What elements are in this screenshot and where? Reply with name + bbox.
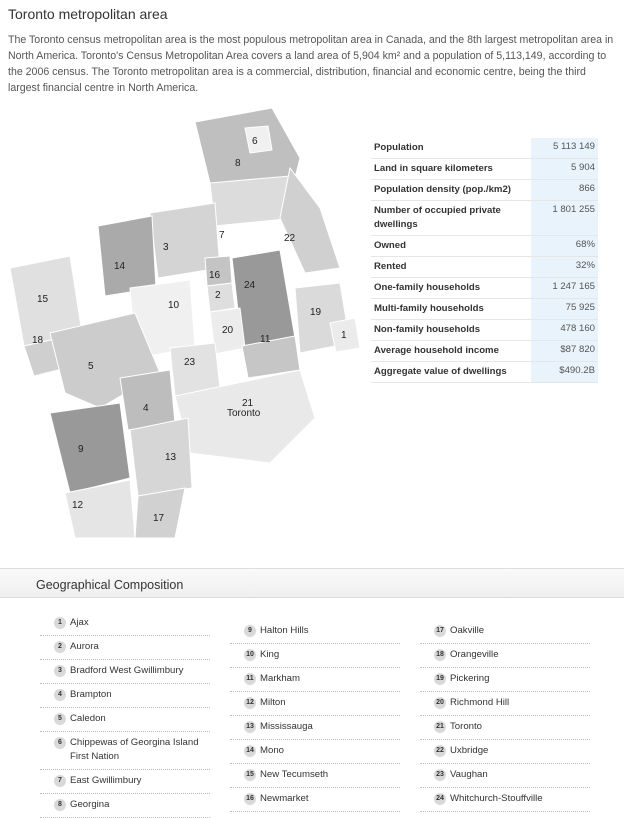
map-city-label-toronto: Toronto (227, 408, 261, 419)
geo-list-item[interactable] (40, 636, 210, 660)
geo-number-badge: 15 (244, 769, 256, 781)
geo-item-name: Richmond Hill (450, 697, 510, 708)
geo-list-item[interactable] (40, 732, 210, 770)
geo-item-name: Uxbridge (450, 745, 489, 756)
geo-item-name: Halton Hills (260, 625, 309, 636)
stats-value: 1 247 165 (531, 278, 598, 299)
stats-row (371, 236, 598, 257)
geo-list-item[interactable] (230, 764, 400, 788)
geo-number-badge: 8 (54, 799, 66, 811)
stats-value: 478 160 (531, 320, 598, 341)
geo-section-title: Geographical Composition (36, 578, 184, 592)
geo-number-badge: 2 (54, 641, 66, 653)
geo-number-badge: 4 (54, 689, 66, 701)
geo-list-item[interactable] (40, 770, 210, 794)
metro-map-svg (10, 108, 364, 538)
geo-list-item[interactable] (420, 740, 590, 764)
geo-list-item[interactable] (230, 668, 400, 692)
map-label-2: 2 (215, 290, 221, 301)
geo-number-badge: 11 (244, 673, 256, 685)
geo-number-badge: 3 (54, 665, 66, 677)
geo-number-badge: 12 (244, 697, 256, 709)
map-label-12: 12 (72, 500, 84, 511)
region-uxbridge[interactable] (280, 168, 340, 273)
geo-number-badge: 22 (434, 745, 446, 757)
geo-number-badge: 5 (54, 713, 66, 725)
geo-section-header (0, 568, 624, 598)
stats-label: One-family households (371, 278, 531, 299)
map-label-14: 14 (114, 261, 126, 272)
geo-item-name: Mono (260, 745, 284, 756)
geo-list-item[interactable] (230, 788, 400, 812)
stats-label: Aggregate value of dwellings (371, 362, 531, 383)
geo-list-item[interactable] (420, 644, 590, 668)
geo-item-name: Whitchurch-Stouffville (450, 793, 543, 804)
geo-list-item[interactable] (230, 692, 400, 716)
stats-table (371, 138, 598, 383)
geo-number-badge: 14 (244, 745, 256, 757)
map-label-19: 19 (310, 307, 322, 318)
geo-number-badge: 1 (54, 617, 66, 629)
geo-number-badge: 17 (434, 625, 446, 637)
stats-label: Multi-family households (371, 299, 531, 320)
geo-list-item[interactable] (420, 788, 590, 812)
region-brampton[interactable] (120, 370, 175, 430)
geo-list-item[interactable] (420, 620, 590, 644)
stats-label: Owned (371, 236, 531, 257)
stats-row (371, 201, 598, 236)
stats-label: Population density (pop./km2) (371, 180, 531, 201)
map-label-15: 15 (37, 294, 49, 305)
geo-item-name: Markham (260, 673, 300, 684)
map-label-24: 24 (244, 280, 256, 291)
map-label-8: 8 (235, 158, 241, 169)
geo-item-name: Milton (260, 697, 286, 708)
map-label-13: 13 (165, 452, 177, 463)
region-chippewas[interactable] (245, 126, 272, 153)
geo-item-name: King (260, 649, 280, 660)
geo-item-name: Oakville (450, 625, 485, 636)
map-label-10: 10 (168, 300, 180, 311)
stats-row (371, 138, 598, 159)
map-label-11: 11 (260, 334, 271, 345)
stats-label: Population (371, 138, 531, 159)
stats-value: 68% (531, 236, 598, 257)
geo-item-name: Pickering (450, 673, 490, 684)
geo-list-item[interactable] (40, 708, 210, 732)
region-halton-hills[interactable] (50, 403, 130, 493)
stats-row (371, 278, 598, 299)
geo-item-name: Chippewas of Georgina Island First Nation (70, 737, 199, 762)
stats-row (371, 341, 598, 362)
stats-value: 5 904 (531, 159, 598, 180)
stats-label: Rented (371, 257, 531, 278)
geo-item-name: Caledon (70, 713, 106, 724)
geo-list-column-1 (40, 612, 210, 818)
geo-list-item[interactable] (40, 612, 210, 636)
map-label-5: 5 (88, 361, 94, 372)
stats-value: 866 (531, 180, 598, 201)
geo-list-item[interactable] (420, 764, 590, 788)
map-label-17: 17 (153, 513, 165, 524)
geo-list-item[interactable] (230, 716, 400, 740)
geo-item-name: Orangeville (450, 649, 499, 660)
geo-number-badge: 16 (244, 793, 256, 805)
geo-number-badge: 6 (54, 737, 66, 749)
stats-label: Average household income (371, 341, 531, 362)
stats-value: 75 925 (531, 299, 598, 320)
geo-item-name: Bradford West Gwillimbury (70, 665, 184, 676)
page-title: Toronto metropolitan area (8, 6, 168, 22)
stats-value: $87 820 (531, 341, 598, 362)
geo-item-name: Toronto (450, 721, 482, 732)
stats-row (371, 320, 598, 341)
geo-number-badge: 7 (54, 775, 66, 787)
geo-list-item[interactable] (40, 684, 210, 708)
geo-list-item[interactable] (230, 740, 400, 764)
stats-label: Land in square kilometers (371, 159, 531, 180)
geo-list-item[interactable] (420, 668, 590, 692)
stats-value: $490.2B (531, 362, 598, 383)
geo-item-name: Aurora (70, 641, 99, 652)
geo-list-item[interactable] (40, 660, 210, 684)
stats-value: 5 113 149 (531, 138, 598, 159)
geo-number-badge: 20 (434, 697, 446, 709)
geo-list-item[interactable] (40, 794, 210, 818)
geo-number-badge: 19 (434, 673, 446, 685)
geo-item-name: Newmarket (260, 793, 309, 804)
stats-row (371, 362, 598, 383)
map-label-7: 7 (219, 230, 225, 241)
geo-number-badge: 24 (434, 793, 446, 805)
map-label-20: 20 (222, 325, 234, 336)
map-label-22: 22 (284, 233, 296, 244)
map-label-4: 4 (143, 403, 149, 414)
geo-item-name: Ajax (70, 617, 89, 628)
stats-row (371, 180, 598, 201)
geo-list-item[interactable] (230, 644, 400, 668)
map-label-1: 1 (341, 330, 347, 341)
map-label-23: 23 (184, 357, 196, 368)
stats-row (371, 159, 598, 180)
geo-list-column-2 (230, 620, 400, 812)
geo-list-item[interactable] (420, 716, 590, 740)
stats-label: Non-family households (371, 320, 531, 341)
map-label-3: 3 (163, 242, 169, 253)
stats-label: Number of occupied private dwellings (371, 201, 531, 236)
geo-number-badge: 21 (434, 721, 446, 733)
geo-item-name: Vaughan (450, 769, 488, 780)
geo-item-name: Georgina (70, 799, 110, 810)
stats-value: 32% (531, 257, 598, 278)
geo-number-badge: 13 (244, 721, 256, 733)
metro-map (10, 108, 364, 538)
map-label-9: 9 (78, 444, 84, 455)
geo-item-name: New Tecumseth (260, 769, 329, 780)
geo-number-badge: 23 (434, 769, 446, 781)
geo-number-badge: 9 (244, 625, 256, 637)
geo-list-item[interactable] (420, 692, 590, 716)
geo-item-name: Mississauga (260, 721, 313, 732)
geo-item-name: Brampton (70, 689, 112, 700)
map-label-18: 18 (32, 335, 44, 346)
geo-list-column-3 (420, 620, 590, 812)
stats-row (371, 257, 598, 278)
stats-row (371, 299, 598, 320)
region-mississauga[interactable] (130, 418, 192, 496)
stats-value: 1 801 255 (531, 201, 598, 236)
region-aurora[interactable] (207, 283, 235, 312)
geo-item-name: East Gwillimbury (70, 775, 142, 786)
description-text: The Toronto census metropolitan area is the most populous metropolitan area in Canada, and the 8th largest metropolitan area in North America. Toronto's Census Metropolitan Area covers a land area of 5,904 km² and a population of 5,113,149, according to the 2006 census. The Toronto metropolitan area is a commercial, distribution, financial and economic centre, being the third largest financial centre in North America. (8, 34, 614, 94)
region-mono[interactable] (98, 216, 156, 296)
geo-number-badge: 18 (434, 649, 446, 661)
map-label-16: 16 (209, 270, 221, 281)
geo-list-item[interactable] (230, 620, 400, 644)
geo-number-badge: 10 (244, 649, 256, 661)
map-label-6: 6 (252, 136, 258, 147)
map-label-21: 21 (242, 398, 254, 409)
